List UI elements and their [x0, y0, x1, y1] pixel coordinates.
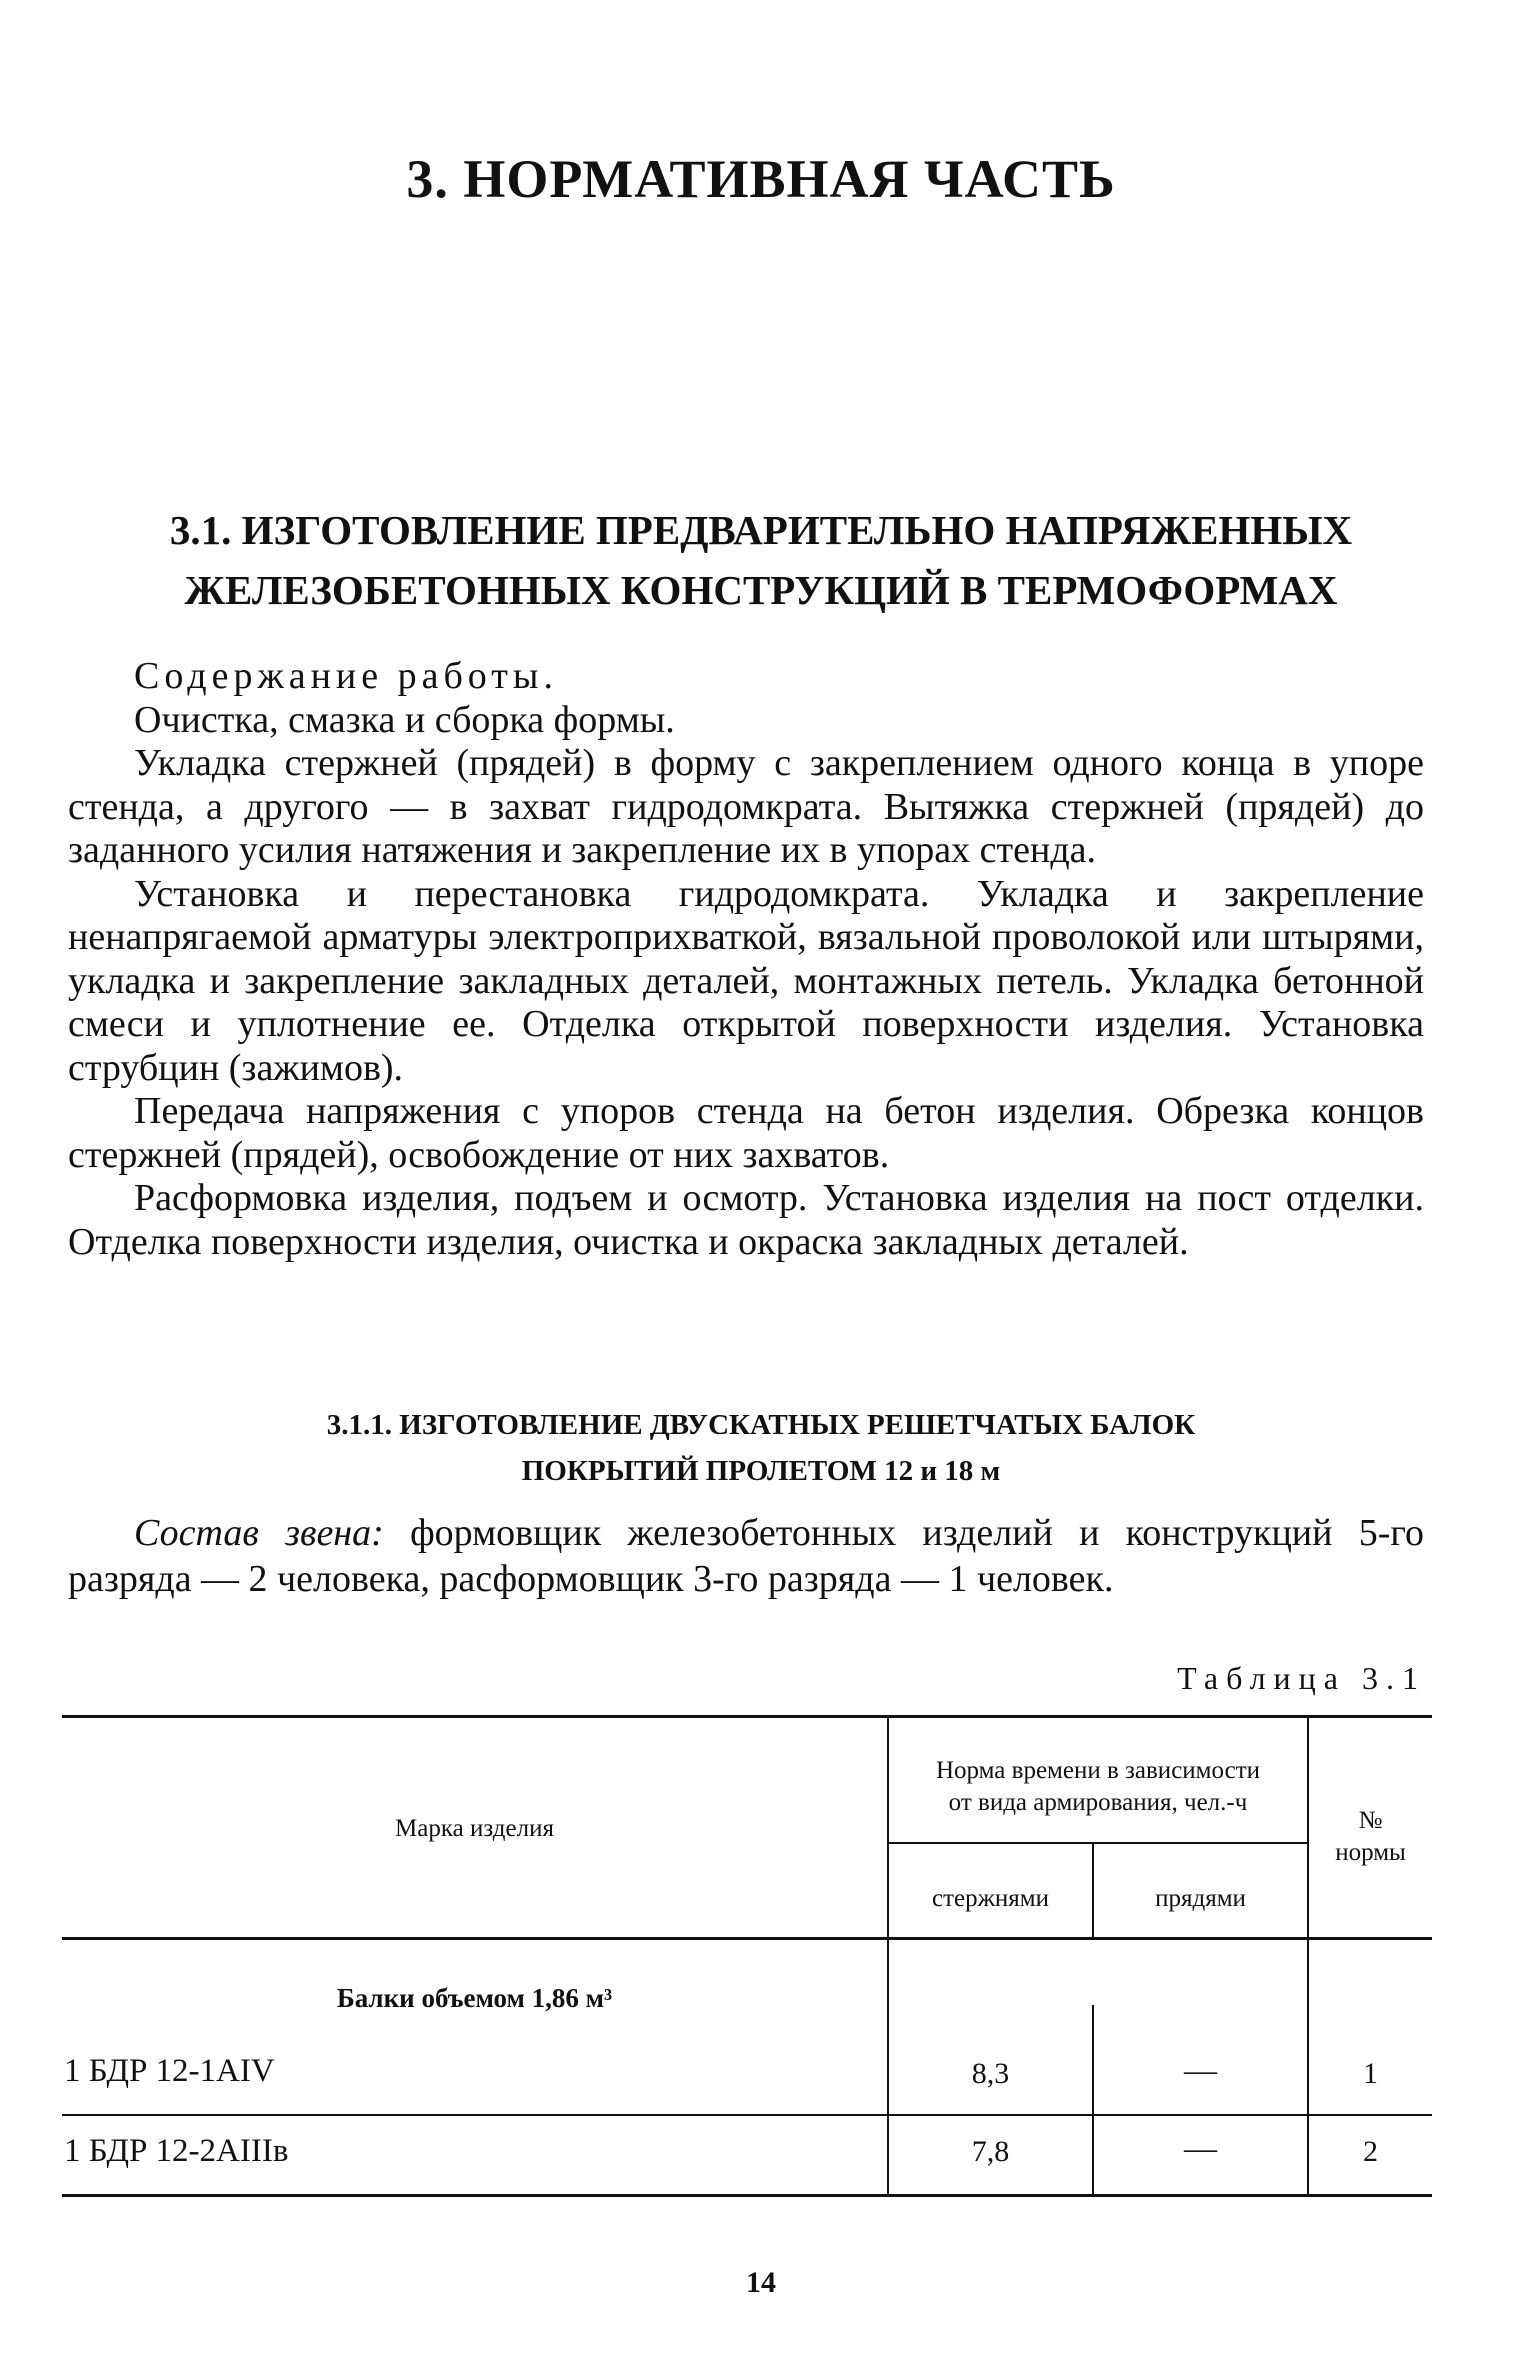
subsection-title-line-1: 3.1.1. ИЗГОТОВЛЕНИЕ ДВУСКАТНЫХ РЕШЕТЧАТЫХ БАЛОК — [326, 1409, 1196, 1441]
work-content — [68, 655, 1424, 1264]
norms-table — [62, 1715, 1432, 2195]
subsection-title — [0, 1402, 1522, 1494]
paragraph-2: Укладка стержней (прядей) в форму с закреплением одного конца в упоре стенда, а другого — в захват гидродомкрата. Вытяжка стержней (прядей) до заданного усилия натяжения и закрепление их в упорах стенда. — [68, 742, 1424, 871]
row-2-mark: 1 БДР 12-2AIIIв — [64, 2133, 289, 2169]
header-norm-group-line-1: Норма времени в зависимости — [935, 1757, 1261, 1784]
table-header-rule — [62, 1937, 1432, 1940]
paragraph-3: Установка и перестановка гидродомкрата. Укладка и закрепление ненапрягаемой арматуры электроприхваткой, вязальной проволокой или штырями, укладка и закрепление закладных деталей, монтажных петель. Укладка бетонной смеси и уплотнение ее. Отделка открытой поверхности изделия. Установка струбцин (зажимов). — [68, 872, 1424, 1089]
row-1-strands: — — [1184, 2053, 1217, 2089]
row-1-rods: 8,3 — [971, 2057, 1010, 2090]
subsection-title-line-2: ПОКРЫТИЙ ПРОЛЕТОМ 12 и 18 м — [521, 1455, 1001, 1487]
paragraph-1: Очистка, смазка и сборка формы. — [134, 698, 675, 741]
row-1-norm-number: 1 — [1363, 2057, 1378, 2090]
row-2-strands: — — [1184, 2131, 1217, 2167]
header-rods: стержнями — [932, 1885, 1049, 1912]
page-number: 14 — [746, 2266, 776, 2299]
header-norm-number-line-1: № — [1358, 1807, 1383, 1834]
paragraph-4: Передача напряжения с упоров стенда на бетон изделия. Обрезка концов стержней (прядей), освобождение от них захватов. — [68, 1090, 1424, 1176]
header-norm-group-line-2: от вида армирования, чел.-ч — [948, 1789, 1248, 1816]
row-2-rods: 7,8 — [971, 2135, 1010, 2168]
header-norm-number-line-2: нормы — [1335, 1839, 1406, 1866]
table-col-rule-3 — [1307, 1715, 1309, 2197]
paragraph-5: Расформовка изделия, подъем и осмотр. Установка изделия на пост отделки. Отделка поверхности изделия, очистка и окраска закладных деталей. — [68, 1177, 1424, 1263]
header-norm-number — [1309, 1805, 1432, 1869]
section-title-line-2: ЖЕЛЕЗОБЕТОННЫХ КОНСТРУКЦИЙ В ТЕРМОФОРМАХ — [184, 567, 1338, 613]
work-content-label: Содержание работы. — [134, 655, 558, 697]
table-subheader-rule — [887, 1842, 1307, 1844]
table-bottom-rule — [62, 2194, 1432, 2197]
table-col-rule-2b — [1092, 2005, 1094, 2197]
crew-composition — [68, 1510, 1424, 1602]
row-1-mark: 1 БДР 12-1AIV — [64, 2053, 275, 2089]
table-row-rule — [62, 2114, 1432, 2116]
header-mark: Марка изделия — [395, 1815, 554, 1842]
crew-label: Состав звена: — [134, 1512, 384, 1554]
header-norm-group — [889, 1755, 1307, 1819]
chapter-title: 3. НОРМАТИВНАЯ ЧАСТЬ — [406, 149, 1116, 209]
table-top-rule — [62, 1715, 1432, 1718]
row-2-norm-number: 2 — [1363, 2135, 1378, 2168]
section-title-line-1: 3.1. ИЗГОТОВЛЕНИЕ ПРЕДВАРИТЕЛЬНО НАПРЯЖЕННЫХ — [169, 507, 1353, 553]
table-label: Таблица 3.1 — [1177, 1660, 1426, 1696]
section-title — [0, 500, 1522, 620]
header-strands: прядями — [1155, 1885, 1246, 1912]
group-title: Балки объемом 1,86 м³ — [336, 1983, 613, 2013]
crew-text: формовщик железобетонных изделий и конструкций 5-го разряда — 2 человека, расформовщик 3-го разряда — 1 человек. — [68, 1512, 1424, 1600]
